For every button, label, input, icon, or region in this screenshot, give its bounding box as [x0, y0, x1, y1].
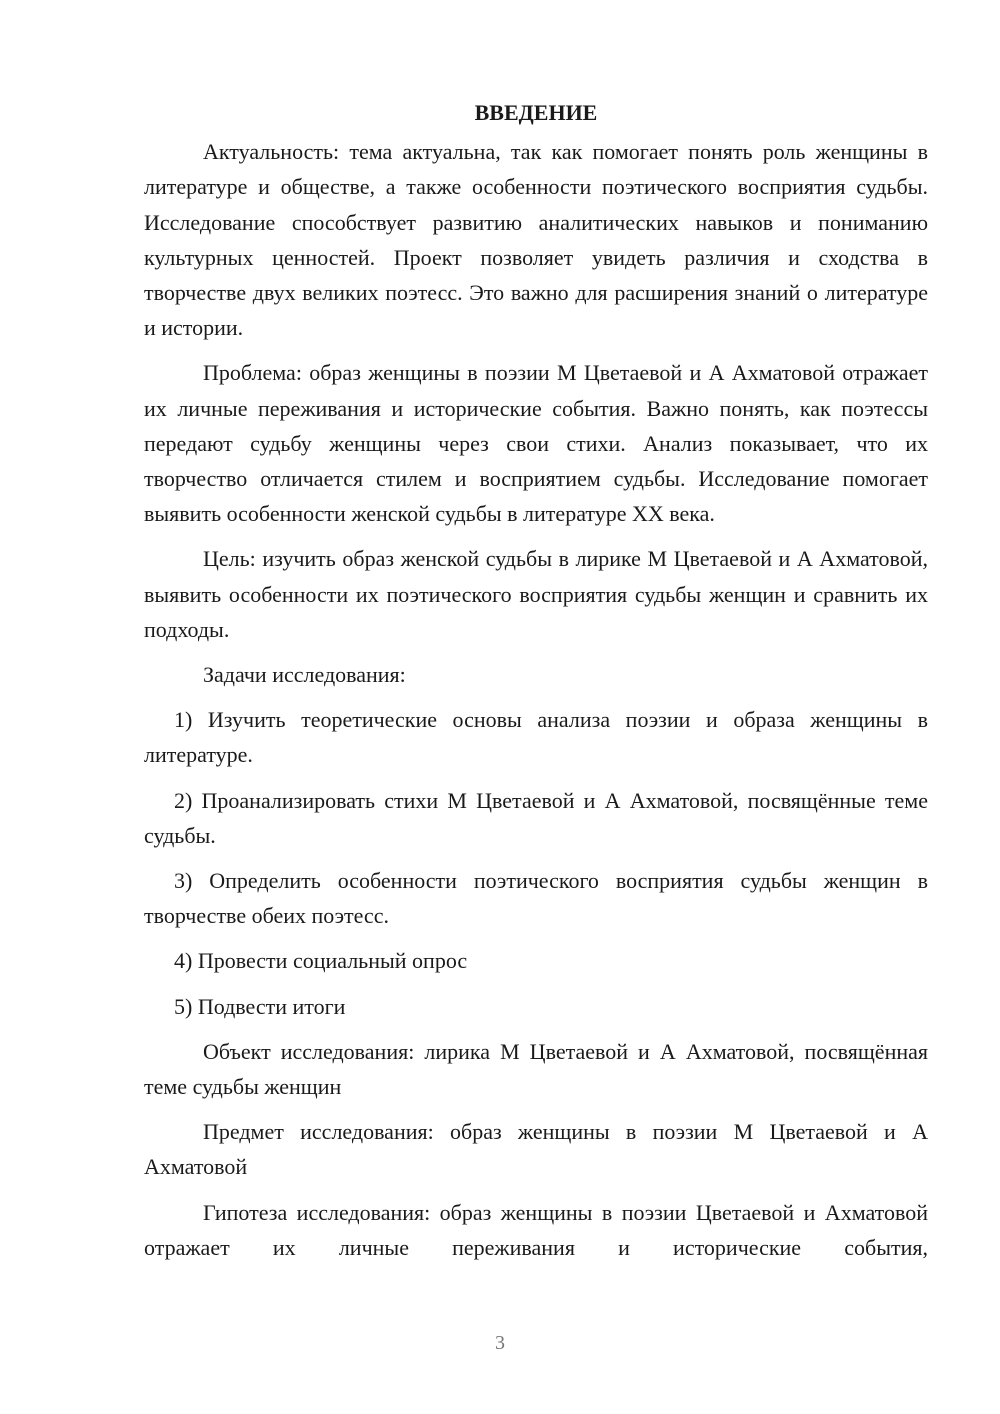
goal-paragraph: Цель: изучить образ женской судьбы в лирике М Цветаевой и А Ахматовой, выявить особенности их поэтического восприятия судьбы женщин и сравнить их подходы.	[144, 546, 928, 642]
section-heading: ВВЕДЕНИЕ	[474, 100, 598, 125]
task-item-2: 2) Проанализировать стихи М Цветаевой и А Ахматовой, посвящённые теме судьбы.	[144, 787, 928, 848]
document-page	[144, 95, 928, 1265]
subject-paragraph: Предмет исследования: образ женщины в поэзии М Цветаевой и А Ахматовой	[144, 1119, 928, 1180]
page-number: 3	[495, 1332, 505, 1354]
tasks-title: Задачи исследования:	[203, 662, 406, 688]
task-item-1: 1) Изучить теоретические основы анализа поэзии и образа женщины в литературе.	[144, 707, 928, 768]
relevance-paragraph: Актуальность: тема актуальна, так как помогает понять роль женщины в литературе и обществе, а также особенности поэтического восприятия судьбы. Исследование способствует развитию аналитических навыков и пониманию культурных ценностей. Проект позволяет увидеть различия и сходства в творчестве двух великих поэтесс. Это важно для расширения знаний о литературе и истории.	[144, 139, 928, 341]
object-paragraph: Объект исследования: лирика М Цветаевой и А Ахматовой, посвящённая теме судьбы женщин	[144, 1038, 928, 1100]
hypothesis-paragraph: Гипотеза исследования: образ женщины в поэзии Цветаевой и Ахматовой отражает их личные переживания и исторические события,	[144, 1199, 928, 1260]
problem-paragraph: Проблема: образ женщины в поэзии М Цветаевой и А Ахматовой отражает их личные переживания и исторические события. Важно понять, как поэтессы передают судьбу женщины через свои стихи. Анализ показывает, что их творчество отличается стилем и восприятием судьбы. Исследование помогает выявить особенности женской судьбы в литературе XX века.	[144, 360, 928, 527]
task-item-4: 4) Провести социальный опрос	[174, 948, 468, 974]
task-item-3: 3) Определить особенности поэтического восприятия судьбы женщин в творчестве обеих поэтесс.	[144, 868, 928, 929]
task-item-5: 5) Подвести итоги	[174, 993, 346, 1019]
